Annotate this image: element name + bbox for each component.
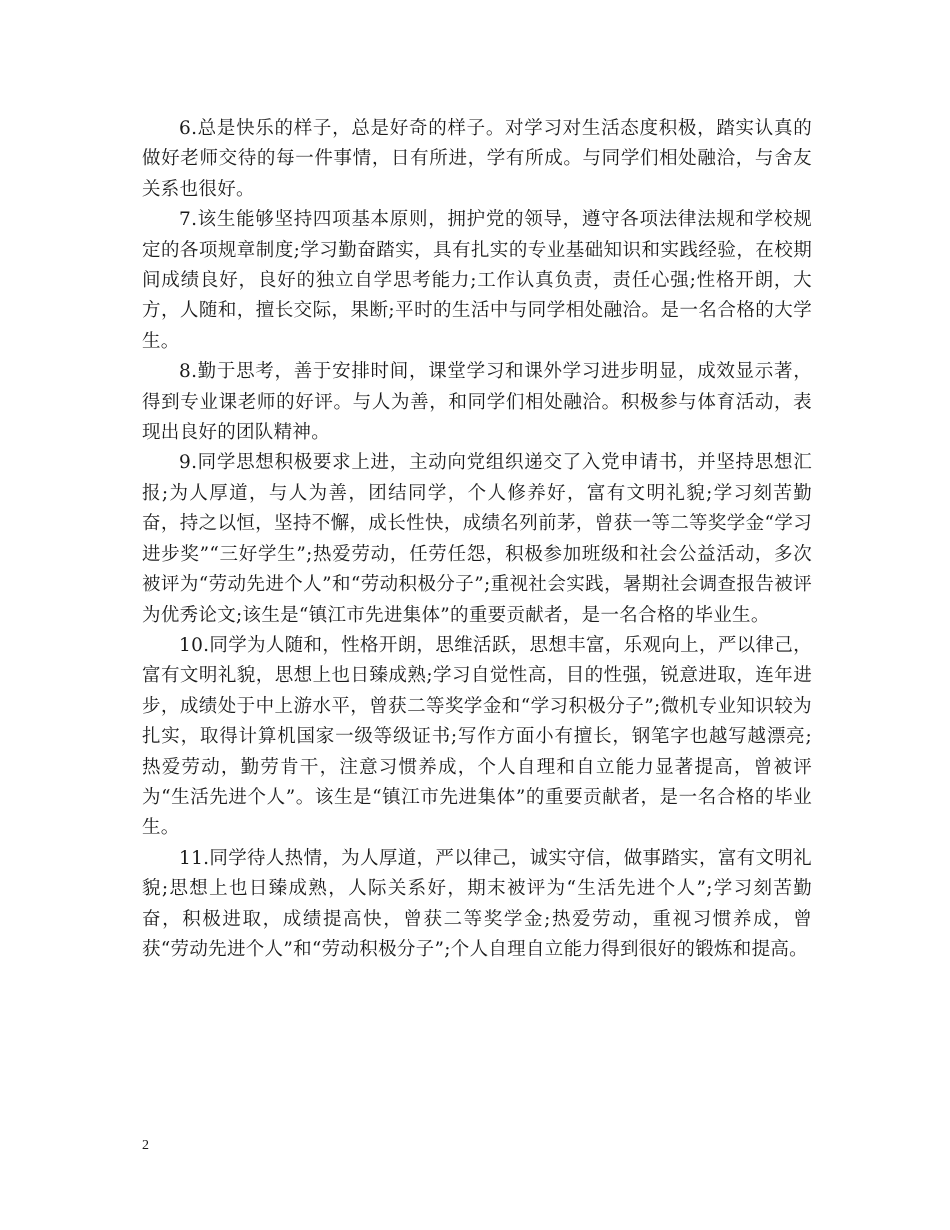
page-number: 2 <box>142 1138 149 1153</box>
paragraph-8: 8.勤于思考，善于安排时间，课堂学习和课外学习进步明显，成效显示著，得到专业课老师的好评。与人为善，和同学们相处融洽。积极参与体育活动，表现出良好的团队精神。 <box>142 361 812 444</box>
paragraph-7: 7.该生能够坚持四项基本原则，拥护党的领导，遵守各项法律法规和学校规定的各项规章制度;学习勤奋踏实，具有扎实的专业基础知识和实践经验，在校期间成绩良好，良好的独立自学思考能力;工作认真负责，责任心强;性格开朗，大方，人随和，擅长交际，果断;平时的生活中与同学相处融洽。是一名合格的大学生。 <box>142 209 812 352</box>
paragraph-10: 10.同学为人随和，性格开朗，思维活跃，思想丰富，乐观向上，严以律己，富有文明礼貌，思想上也日臻成熟;学习自觉性高，目的性强，锐意进取，连年进步，成绩处于中上游水平，曾获二等奖学金和“学习积极分子”;微机专业知识较为扎实，取得计算机国家一级等级证书;写作方面小有擅长，钢笔字也越写越漂亮;热爱劳动，勤劳肯干，注意习惯养成，个人自理和自立能力显著提高，曾被评为“生活先进个人”。该生是“镇江市先进集体”的重要贡献者，是一名合格的毕业生。 <box>142 634 812 839</box>
paragraph-6: 6.总是快乐的样子，总是好奇的样子。对学习对生活态度积极，踏实认真的做好老师交待的每一件事情，日有所进，学有所成。与同学们相处融洽，与舍友关系也很好。 <box>142 118 812 200</box>
paragraph-9: 9.同学思想积极要求上进，主动向党组织递交了入党申请书，并坚持思想汇报;为人厚道，与人为善，团结同学，个人修养好，富有文明礼貌;学习刻苦勤奋，持之以恒，坚持不懈，成长性快，成绩名列前茅，曾获一等二等奖学金“学习进步奖”“三好学生”;热爱劳动，任劳任怨，积极参加班级和社会公益活动，多次被评为“劳动先进个人”和“劳动积极分子”;重视社会实践，暑期社会调查报告被评为优秀论文;该生是“镇江市先进集体”的重要贡献者，是一名合格的毕业生。 <box>142 452 812 626</box>
body-text <box>142 114 812 965</box>
paragraph-11: 11.同学待人热情，为人厚道，严以律己，诚实守信，做事踏实，富有文明礼貌;思想上也日臻成熟，人际关系好，期末被评为“生活先进个人”;学习刻苦勤奋，积极进取，成绩提高快，曾获二等奖学金;热爱劳动，重视习惯养成，曾获“劳动先进个人”和“劳动积极分子”;个人自理自立能力得到很好的锻炼和提高。 <box>142 847 812 960</box>
